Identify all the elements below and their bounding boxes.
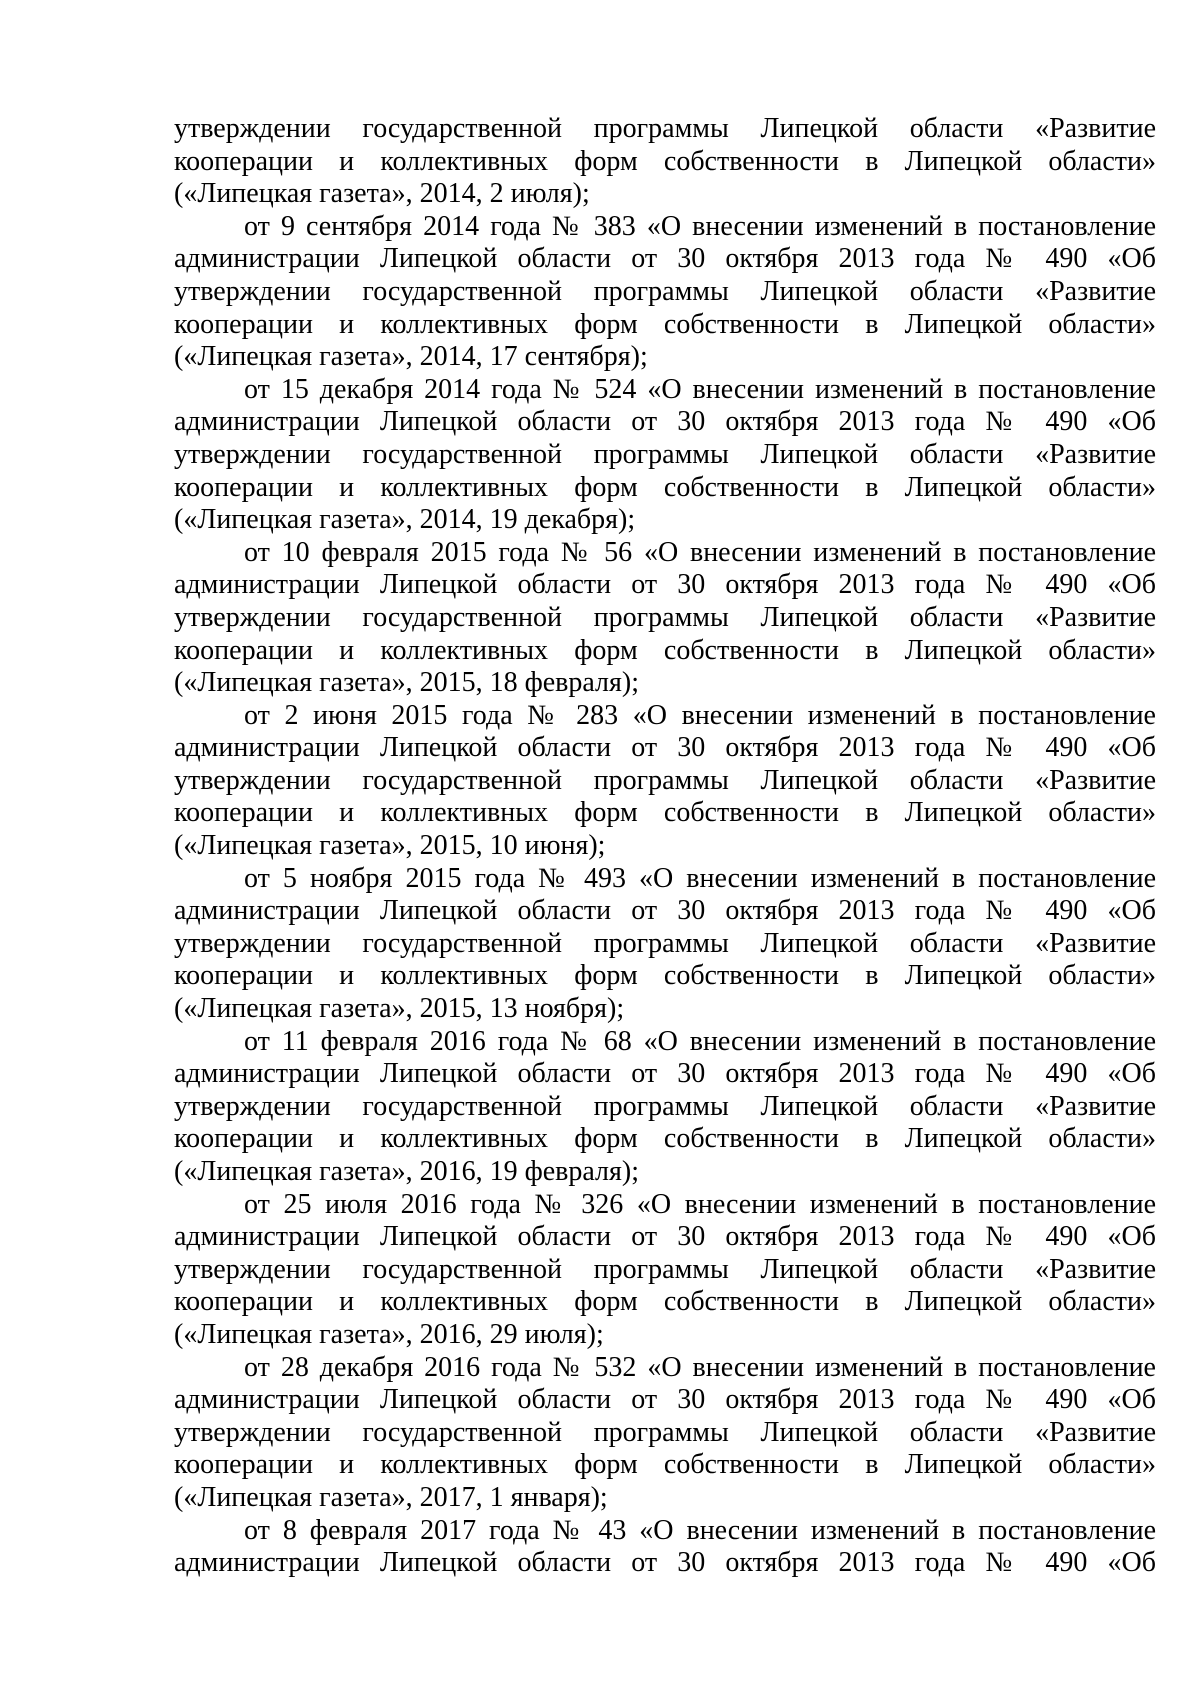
document-text-line: утверждении государственной программы Липецкой области «Развитие bbox=[174, 1090, 1156, 1122]
document-text-line: кооперации и коллективных форм собственности в Липецкой области» bbox=[174, 797, 1156, 829]
document-text-line: утверждении государственной программы Липецкой области «Развитие bbox=[174, 438, 1156, 470]
document-text-line: от 5 ноября 2015 года № 493 «О внесении изменений в постановление bbox=[244, 862, 1156, 894]
document-text-line: от 9 сентября 2014 года № 383 «О внесении изменений в постановление bbox=[244, 210, 1156, 242]
document-text-line: от 8 февраля 2017 года № 43 «О внесении изменений в постановление bbox=[244, 1514, 1156, 1546]
document-text-line: администрации Липецкой области от 30 октября 2013 года № 490 «Об bbox=[174, 732, 1156, 764]
document-text-line: от 28 декабря 2016 года № 532 «О внесении изменений в постановление bbox=[244, 1351, 1156, 1383]
document-text-line: от 25 июля 2016 года № 326 «О внесении изменений в постановление bbox=[244, 1188, 1156, 1220]
document-text-line: («Липецкая газета», 2017, 1 января); bbox=[174, 1481, 608, 1513]
document-text-line: кооперации и коллективных форм собственности в Липецкой области» bbox=[174, 145, 1156, 177]
document-text-line: кооперации и коллективных форм собственности в Липецкой области» bbox=[174, 1286, 1156, 1318]
document-text-line: администрации Липецкой области от 30 октября 2013 года № 490 «Об bbox=[174, 1221, 1156, 1253]
document-text-line: администрации Липецкой области от 30 октября 2013 года № 490 «Об bbox=[174, 895, 1156, 927]
document-text-line: администрации Липецкой области от 30 октября 2013 года № 490 «Об bbox=[174, 243, 1156, 275]
document-text-line: утверждении государственной программы Липецкой области «Развитие bbox=[174, 1253, 1156, 1285]
document-text-line: утверждении государственной программы Липецкой области «Развитие bbox=[174, 601, 1156, 633]
document-text-line: утверждении государственной программы Липецкой области «Развитие bbox=[174, 927, 1156, 959]
document-text-line: администрации Липецкой области от 30 октября 2013 года № 490 «Об bbox=[174, 406, 1156, 438]
document-text-line: администрации Липецкой области от 30 октября 2013 года № 490 «Об bbox=[174, 1547, 1156, 1579]
document-text-line: («Липецкая газета», 2015, 13 ноября); bbox=[174, 993, 625, 1025]
document-text-line: кооперации и коллективных форм собственности в Липецкой области» bbox=[174, 308, 1156, 340]
document-text-line: администрации Липецкой области от 30 октября 2013 года № 490 «Об bbox=[174, 569, 1156, 601]
document-text-line: кооперации и коллективных форм собственности в Липецкой области» bbox=[174, 960, 1156, 992]
document-text-line: («Липецкая газета», 2015, 10 июня); bbox=[174, 830, 606, 862]
document-body-text bbox=[174, 113, 1156, 1580]
document-text-line: («Липецкая газета», 2014, 2 июля); bbox=[174, 178, 590, 210]
document-text-line: утверждении государственной программы Липецкой области «Развитие bbox=[174, 764, 1156, 796]
document-text-line: («Липецкая газета», 2014, 19 декабря); bbox=[174, 504, 636, 536]
document-text-line: администрации Липецкой области от 30 октября 2013 года № 490 «Об bbox=[174, 1384, 1156, 1416]
document-text-line: кооперации и коллективных форм собственности в Липецкой области» bbox=[174, 634, 1156, 666]
document-text-line: кооперации и коллективных форм собственности в Липецкой области» bbox=[174, 471, 1156, 503]
document-text-line: («Липецкая газета», 2015, 18 февраля); bbox=[174, 667, 640, 699]
document-text-line: от 2 июня 2015 года № 283 «О внесении изменений в постановление bbox=[244, 699, 1156, 731]
document-text-line: утверждении государственной программы Липецкой области «Развитие bbox=[174, 1416, 1156, 1448]
document-text-line: от 15 декабря 2014 года № 524 «О внесении изменений в постановление bbox=[244, 373, 1156, 405]
document-text-line: кооперации и коллективных форм собственности в Липецкой области» bbox=[174, 1123, 1156, 1155]
document-text-line: («Липецкая газета», 2016, 19 февраля); bbox=[174, 1156, 640, 1187]
document-text-line: кооперации и коллективных форм собственности в Липецкой области» bbox=[174, 1449, 1156, 1481]
document-text-line: утверждении государственной программы Липецкой области «Развитие bbox=[174, 113, 1156, 144]
document-text-line: от 10 февраля 2015 года № 56 «О внесении изменений в постановление bbox=[244, 536, 1156, 568]
document-text-line: («Липецкая газета», 2016, 29 июля); bbox=[174, 1318, 604, 1350]
document-text-line: утверждении государственной программы Липецкой области «Развитие bbox=[174, 275, 1156, 307]
document-text-line: от 11 февраля 2016 года № 68 «О внесении изменений в постановление bbox=[244, 1025, 1156, 1057]
document-text-line: («Липецкая газета», 2014, 17 сентября); bbox=[174, 341, 648, 373]
document-text-line: администрации Липецкой области от 30 октября 2013 года № 490 «Об bbox=[174, 1058, 1156, 1090]
